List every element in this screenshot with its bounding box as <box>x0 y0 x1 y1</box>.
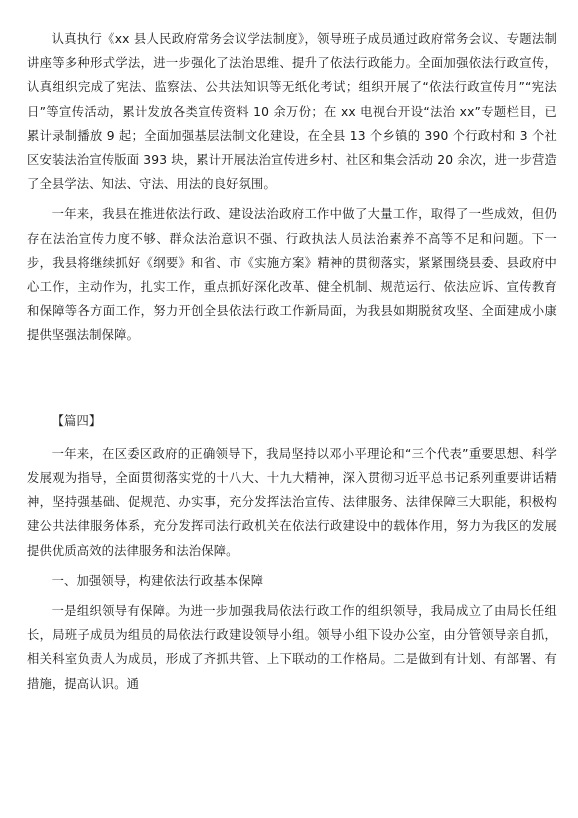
paragraph-legal-study: 认真执行《xx 县人民政府常务会议学法制度》，领导班子成员通过政府常务会议、专题法制讲座等多种形式学法，进一步强化了法治思维、提升了依法行政能力。全面加强依法行政宣传，认真组织完成了宪法、监察法、公共法知识等无纸化考试；组织开展了“依法行政宣传月”“宪法日”等宣传活动，累计发放各类宣传资料 10 余万份；在 xx 电视台开设“法治 xx”专题栏目，已累计录制播放 9 起；全面加强基层法制文化建设，在全县 13 个乡镇的 390 个行政村和 3 个社区安装法治宣传版面 393 块，累计开展法治宣传进乡村、社区和集会活动 20 余次，进一步营造了全县学法、知法、守法、用法的良好氛围。 <box>27 32 557 192</box>
paragraph-summary-next-steps: 一年来，我县在推进依法行政、建设法治政府工作中做了大量工作，取得了一些成效，但仍存在法治宣传力度不够、群众法治意识不强、行政执法人员法治素养不高等不足和问题。下一步，我县将继续抓好《纲要》和省、市《实施方案》精神的贯彻落实，紧紧围绕县委、县政府中心工作，主动作为，扎实工作，重点抓好深化改革、健全机制、规范运行、依法应诉、宣传教育和保障等各方面工作，努力开创全县依法行政工作新局面，为我县如期脱贫攻坚、全面建成小康提供坚强法制保障。 <box>27 207 557 343</box>
section-label: 【篇四】 <box>51 413 102 428</box>
paragraph-bureau-overview: 一年来，在区委区政府的正确领导下，我局坚持以邓小平理论和“三个代表”重要思想、科学发展观为指导，全面贯彻落实党的十八大、十九大精神，深入贯彻习近平总书记系列重要讲话精神，坚持强基础、促规范、办实事，充分发挥法治宣传、法律服务、法律保障三大职能，积极构建公共法律服务体系，充分发挥司法行政机关在依法行政建设中的载体作用，努力为我区的发展提供优质高效的法律服务和法治保障。 <box>27 446 557 558</box>
document-page <box>27 27 557 696</box>
section-heading-leadership: 一、加强领导，构建依法行政基本保障 <box>51 573 264 588</box>
paragraph-organization-leadership: 一是组织领导有保障。为进一步加强我局依法行政工作的组织领导，我局成立了由局长任组长，局班子成员为组员的局依法行政建设领导小组。领导小组下设办公室，由分管领导亲自抓，相关科室负责人为成员，形成了齐抓共管、上下联动的工作格局。二是做到有计划、有部署、有措施，提高认识。通 <box>27 604 557 691</box>
